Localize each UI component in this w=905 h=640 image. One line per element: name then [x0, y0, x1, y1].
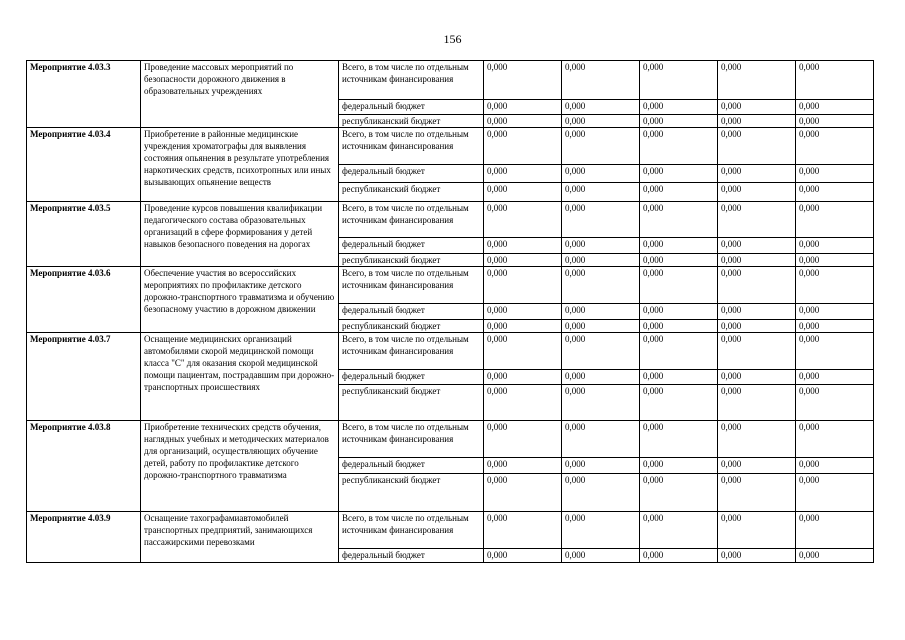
funding-value: 0,000: [484, 370, 562, 385]
funding-value: 0,000: [640, 267, 718, 304]
funding-value: 0,000: [640, 115, 718, 128]
funding-value: 0,000: [718, 267, 796, 304]
measure-id: Мероприятие 4.03.6: [27, 267, 141, 333]
funding-value: 0,000: [562, 512, 640, 549]
funding-source: Всего, в том числе по отдельным источникам финансирования: [339, 202, 484, 238]
funding-value: 0,000: [796, 115, 874, 128]
funding-value: 0,000: [562, 238, 640, 254]
table-row: [27, 202, 874, 238]
funding-source: республиканский бюджет: [339, 385, 484, 421]
funding-value: 0,000: [640, 304, 718, 320]
funding-value: 0,000: [796, 458, 874, 474]
funding-value: 0,000: [718, 115, 796, 128]
funding-value: 0,000: [562, 202, 640, 238]
funding-value: 0,000: [796, 385, 874, 421]
funding-value: 0,000: [484, 128, 562, 165]
funding-value: 0,000: [796, 238, 874, 254]
funding-value: 0,000: [484, 202, 562, 238]
funding-source: Всего, в том числе по отдельным источникам финансирования: [339, 512, 484, 549]
funding-source: Всего, в том числе по отдельным источникам финансирования: [339, 333, 484, 370]
measure-description: Оснащение медицинских организаций автомобилями скорой медицинской помощи класса "С" для оказания скорой медицинской помощи пациентам, пострадавшим при дорожно-транспортных происшествиях: [141, 333, 339, 421]
funding-value: 0,000: [484, 320, 562, 333]
table-row: [27, 61, 874, 100]
funding-value: 0,000: [484, 165, 562, 183]
funding-value: 0,000: [718, 61, 796, 100]
funding-value: 0,000: [640, 421, 718, 458]
funding-value: 0,000: [640, 165, 718, 183]
funding-value: 0,000: [562, 458, 640, 474]
funding-value: 0,000: [640, 512, 718, 549]
funding-value: 0,000: [484, 385, 562, 421]
funding-value: 0,000: [484, 512, 562, 549]
funding-value: 0,000: [640, 128, 718, 165]
funding-source: федеральный бюджет: [339, 304, 484, 320]
funding-value: 0,000: [718, 320, 796, 333]
funding-value: 0,000: [640, 238, 718, 254]
funding-value: 0,000: [718, 370, 796, 385]
funding-value: 0,000: [562, 128, 640, 165]
funding-source: Всего, в том числе по отдельным источникам финансирования: [339, 421, 484, 458]
funding-value: 0,000: [640, 183, 718, 202]
funding-value: 0,000: [562, 474, 640, 512]
measure-id: Мероприятие 4.03.8: [27, 421, 141, 512]
funding-value: 0,000: [718, 549, 796, 563]
funding-value: 0,000: [484, 333, 562, 370]
page-number: 156: [443, 32, 462, 46]
funding-source: республиканский бюджет: [339, 474, 484, 512]
funding-value: 0,000: [640, 385, 718, 421]
measure-description: Обеспечение участия во всероссийских мероприятиях по профилактике детского дорожно-транспортного травматизма и обучению безопасному участию в дорожном движении: [141, 267, 339, 333]
funding-value: 0,000: [796, 512, 874, 549]
funding-value: 0,000: [718, 238, 796, 254]
table-row: [27, 333, 874, 370]
funding-value: 0,000: [640, 320, 718, 333]
funding-source: республиканский бюджет: [339, 183, 484, 202]
funding-value: 0,000: [562, 549, 640, 563]
table-body: [27, 61, 874, 563]
funding-value: 0,000: [718, 165, 796, 183]
funding-value: 0,000: [796, 474, 874, 512]
funding-value: 0,000: [562, 61, 640, 100]
funding-value: 0,000: [484, 267, 562, 304]
funding-value: 0,000: [562, 115, 640, 128]
table-row: [27, 421, 874, 458]
funding-value: 0,000: [484, 458, 562, 474]
funding-value: 0,000: [640, 333, 718, 370]
funding-value: 0,000: [796, 370, 874, 385]
funding-value: 0,000: [796, 304, 874, 320]
funding-value: 0,000: [562, 320, 640, 333]
measure-description: Проведение массовых мероприятий по безопасности дорожного движения в образовательных учреждениях: [141, 61, 339, 128]
measure-id: Мероприятие 4.03.4: [27, 128, 141, 202]
funding-value: 0,000: [484, 115, 562, 128]
funding-value: 0,000: [718, 183, 796, 202]
funding-value: 0,000: [796, 183, 874, 202]
funding-value: 0,000: [484, 549, 562, 563]
funding-value: 0,000: [718, 128, 796, 165]
funding-source: Всего, в том числе по отдельным источникам финансирования: [339, 128, 484, 165]
funding-value: 0,000: [562, 370, 640, 385]
funding-value: 0,000: [718, 385, 796, 421]
funding-value: 0,000: [796, 333, 874, 370]
funding-value: 0,000: [796, 202, 874, 238]
funding-value: 0,000: [718, 254, 796, 267]
funding-value: 0,000: [484, 474, 562, 512]
funding-value: 0,000: [484, 304, 562, 320]
funding-source: Всего, в том числе по отдельным источникам финансирования: [339, 61, 484, 100]
funding-value: 0,000: [484, 100, 562, 115]
funding-value: 0,000: [484, 421, 562, 458]
measure-id: Мероприятие 4.03.5: [27, 202, 141, 267]
funding-value: 0,000: [796, 320, 874, 333]
funding-value: 0,000: [796, 267, 874, 304]
funding-value: 0,000: [796, 128, 874, 165]
funding-value: 0,000: [718, 202, 796, 238]
funding-value: 0,000: [718, 474, 796, 512]
funding-value: 0,000: [718, 512, 796, 549]
funding-value: 0,000: [484, 183, 562, 202]
funding-value: 0,000: [562, 165, 640, 183]
funding-value: 0,000: [796, 61, 874, 100]
funding-value: 0,000: [640, 458, 718, 474]
funding-value: 0,000: [718, 458, 796, 474]
table-row: [27, 267, 874, 304]
measure-description: Приобретение в районные медицинские учреждения хроматографы для выявления состояния опьянения в результате употребления наркотических средств, психотропных или иных вызывающих опьянение веществ: [141, 128, 339, 202]
measure-id: Мероприятие 4.03.9: [27, 512, 141, 563]
measure-description: Проведение курсов повышения квалификации педагогического состава образовательных организаций в сфере формирования у детей навыков безопасного поведения на дорогах: [141, 202, 339, 267]
funding-value: 0,000: [562, 267, 640, 304]
funding-value: 0,000: [562, 333, 640, 370]
funding-value: 0,000: [640, 100, 718, 115]
funding-value: 0,000: [796, 421, 874, 458]
funding-source: федеральный бюджет: [339, 549, 484, 563]
funding-value: 0,000: [562, 385, 640, 421]
funding-value: 0,000: [796, 100, 874, 115]
funding-value: 0,000: [484, 61, 562, 100]
funding-value: 0,000: [796, 549, 874, 563]
funding-value: 0,000: [562, 254, 640, 267]
funding-value: 0,000: [796, 165, 874, 183]
measure-description: Оснащение тахографамиавтомобилей транспортных предприятий, занимающихся пассажирскими перевозками: [141, 512, 339, 563]
measure-id: Мероприятие 4.03.7: [27, 333, 141, 421]
funding-source: республиканский бюджет: [339, 254, 484, 267]
measure-description: Приобретение технических средств обучения, наглядных учебных и методических материалов для организаций, осуществляющих обучение детей, работу по профилактике детского дорожно-транспортного травматизма: [141, 421, 339, 512]
funding-source: республиканский бюджет: [339, 320, 484, 333]
funding-value: 0,000: [562, 100, 640, 115]
funding-source: федеральный бюджет: [339, 458, 484, 474]
funding-value: 0,000: [718, 333, 796, 370]
funding-value: 0,000: [640, 202, 718, 238]
funding-source: федеральный бюджет: [339, 100, 484, 115]
funding-source: республиканский бюджет: [339, 115, 484, 128]
funding-value: 0,000: [718, 421, 796, 458]
funding-value: 0,000: [562, 421, 640, 458]
funding-source: федеральный бюджет: [339, 370, 484, 385]
funding-value: 0,000: [562, 304, 640, 320]
funding-source: Всего, в том числе по отдельным источникам финансирования: [339, 267, 484, 304]
funding-value: 0,000: [796, 254, 874, 267]
funding-value: 0,000: [484, 254, 562, 267]
measure-id: Мероприятие 4.03.3: [27, 61, 141, 128]
table-row: [27, 128, 874, 165]
funding-value: 0,000: [640, 549, 718, 563]
funding-value: 0,000: [484, 238, 562, 254]
funding-value: 0,000: [640, 370, 718, 385]
funding-value: 0,000: [718, 100, 796, 115]
funding-source: федеральный бюджет: [339, 165, 484, 183]
funding-value: 0,000: [562, 183, 640, 202]
funding-value: 0,000: [718, 304, 796, 320]
funding-value: 0,000: [640, 61, 718, 100]
funding-source: федеральный бюджет: [339, 238, 484, 254]
table-row: [27, 512, 874, 549]
budget-table: [26, 60, 874, 563]
funding-value: 0,000: [640, 254, 718, 267]
funding-value: 0,000: [640, 474, 718, 512]
